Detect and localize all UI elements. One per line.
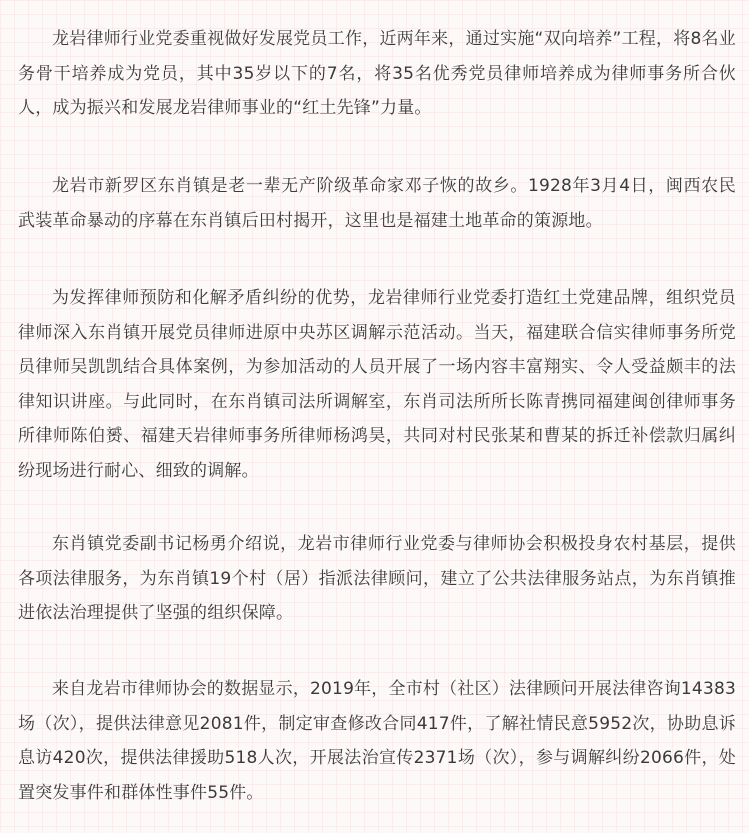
paragraph-deputy-secretary-quote: 东肖镇党委副书记杨勇介绍说，龙岩市律师行业党委与律师协会积极投身农村基层，提供各项法律服务，为东肖镇19个村（居）指派法律顾问，建立了公共法律服务站点，为东肖镇推进依法治理提供了坚强的组织保障。 bbox=[18, 534, 736, 623]
paragraph-dongxiao-history: 龙岩市新罗区东肖镇是老一辈无产阶级革命家邓子恢的故乡。1928年3月4日，闽西农民武装革命暴动的序幕在东肖镇后田村揭开，这里也是福建土地革命的策源地。 bbox=[18, 176, 736, 231]
paragraph-2019-statistics: 来自龙岩市律师协会的数据显示，2019年，全市村（社区）法律顾问开展法律咨询14383场（次），提供法律意见2081件，制定审查修改合同417件，了解社情民意5952次，协助息诉息访420次，提供法律援助518人次，开展法治宣传2371场（次），参与调解纠纷2066件，处置突发事件和群体性事件55件。 bbox=[18, 679, 736, 803]
paragraph-mediation-activity: 为发挥律师预防和化解矛盾纠纷的优势，龙岩律师行业党委打造红土党建品牌，组织党员律师深入东肖镇开展党员律师进原中央苏区调解示范活动。当天，福建联合信实律师事务所党员律师吴凯凯结合具体案例，为参加活动的人员开展了一场内容丰富翔实、令人受益颇丰的法律知识讲座。与此同时，在东肖镇司法所调解室，东肖司法所所长陈青携同福建闽创律师事务所律师陈伯赟、福建天岩律师事务所律师杨鸿昊，共同对村民张某和曹某的拆迁补偿款归属纠纷现场进行耐心、细致的调解。 bbox=[18, 288, 736, 481]
paragraph-party-development: 龙岩律师行业党委重视做好发展党员工作，近两年来，通过实施“双向培养”工程，将8名业务骨干培养成为党员，其中35岁以下的7名，将35名优秀党员律师培养成为律师事务所合伙人，成为振兴和发展龙岩律师事业的“红土先锋”力量。 bbox=[18, 29, 736, 118]
